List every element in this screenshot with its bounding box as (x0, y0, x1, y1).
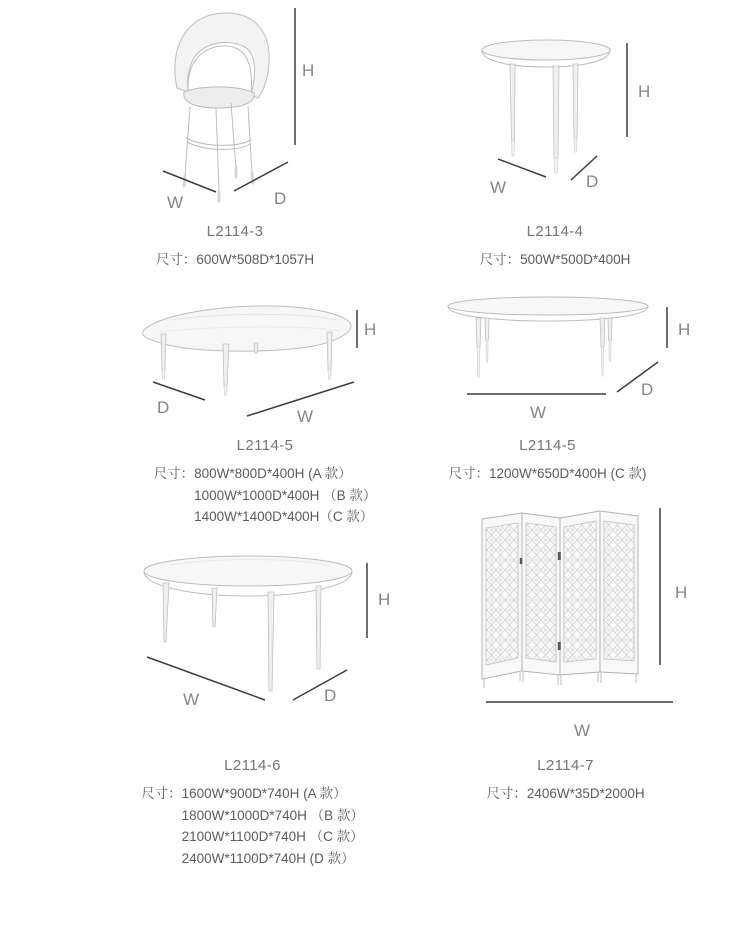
product-info (115, 756, 390, 869)
hinge (558, 642, 561, 650)
h-dim-label: H (675, 583, 688, 602)
product-dimensions (156, 249, 314, 271)
product-code: L2114-4 (526, 223, 584, 240)
d-dim-label: D (157, 398, 170, 417)
oval-coffee-table-drawing (440, 285, 710, 430)
h-dim-label: H (678, 320, 691, 339)
size-line: 2400W*1100D*740H (D 款） (181, 850, 355, 866)
round-side-table-drawing (450, 0, 710, 213)
size-prefix: 尺寸： (448, 466, 489, 481)
product-dimensions (154, 463, 377, 528)
product-info (428, 756, 703, 805)
d-dim-label: D (641, 380, 654, 399)
folding-screen-drawing (460, 495, 710, 745)
w-dim-line (147, 657, 265, 700)
size-prefix: 尺寸： (153, 466, 195, 481)
size-line: 800W*800D*400H (A 款） (194, 466, 352, 481)
furniture-sketch (144, 556, 352, 691)
product-info (120, 436, 410, 528)
size-line: 1800W*1000D*740H （B 款） (181, 807, 364, 823)
d-dim-label: D (274, 189, 287, 208)
size-line: 600W*508D*1057H (196, 252, 315, 267)
size-prefix: 尺寸： (155, 252, 197, 267)
product-info (110, 222, 360, 271)
h-dim-label: H (638, 82, 651, 101)
product-dimensions (480, 249, 631, 271)
size-prefix: 尺寸： (486, 786, 527, 801)
product-dimensions (448, 463, 646, 485)
product-code: L2114-5 (519, 437, 576, 454)
size-line: 1600W*900D*740H (A 款） (181, 786, 347, 801)
w-dim-label: W (167, 193, 184, 212)
bar-stool-drawing (130, 0, 350, 213)
d-dim-label: D (324, 686, 337, 705)
size-line: 1200W*650D*400H (C 款) (488, 466, 647, 481)
product-code: L2114-6 (224, 757, 281, 774)
size-line: 2406W*35D*2000H (526, 786, 645, 801)
hinge (520, 558, 523, 564)
h-dim-label: H (378, 590, 391, 609)
w-dim-label: W (490, 178, 507, 197)
h-dim-label: H (302, 61, 315, 80)
size-line: 1000W*1000D*400H （B 款） (194, 487, 377, 503)
size-line: 500W*500D*400H (520, 252, 631, 267)
square-coffee-table-drawing (130, 290, 390, 435)
size-line: 1400W*1400D*400H（C 款） (194, 509, 374, 524)
product-dimensions (141, 783, 364, 869)
product-code: L2114-3 (206, 223, 264, 240)
hinge (558, 552, 561, 560)
furniture-sketch (448, 297, 648, 377)
d-dim-label: D (586, 172, 599, 191)
furniture-sketch (482, 511, 638, 688)
furniture-sketch (482, 40, 610, 173)
size-line: 2100W*1100D*740H （C 款） (181, 829, 364, 844)
furniture-sketch (143, 306, 351, 395)
w-dim-label: W (574, 721, 591, 740)
size-prefix: 尺寸： (479, 252, 521, 267)
product-info (430, 222, 680, 271)
product-dimensions (486, 783, 644, 805)
furniture-sketch (175, 13, 269, 201)
w-dim-line (163, 171, 216, 192)
product-info (420, 436, 675, 485)
d-dim-line (234, 162, 288, 191)
d-dim-line (293, 670, 347, 700)
w-dim-line (498, 159, 546, 177)
size-prefix: 尺寸： (141, 786, 182, 801)
product-code: L2114-5 (236, 437, 294, 454)
w-dim-label: W (530, 403, 547, 422)
h-dim-label: H (364, 320, 377, 339)
w-dim-label: W (297, 407, 314, 426)
product-code: L2114-7 (537, 757, 594, 774)
w-dim-label: W (183, 690, 200, 709)
oval-dining-table-drawing (130, 545, 400, 730)
